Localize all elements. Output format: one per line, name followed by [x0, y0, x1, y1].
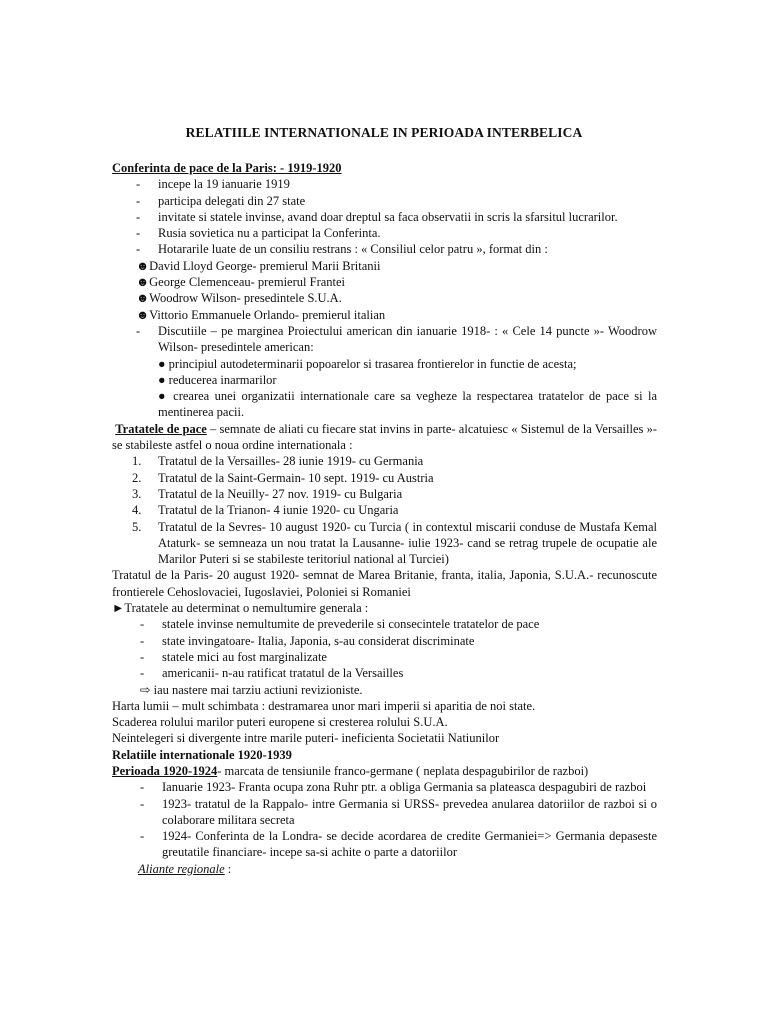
treaty-item: 5. Tratatul de la Sevres- 10 august 1920- cu Turcia ( in contextul miscarii conduse de Mustafa Kemal Ataturk- se semneaza un nou tratat la Lausanne- iulie 1923- cand se retrag trupele de ocupatie ale Marilor Puteri si se stabileste teritoriul national al Turciei) — [132, 519, 657, 567]
member-item: ☻Vittorio Emmanuele Orlando- premierul italian — [136, 307, 386, 322]
treaties-paragraph — [112, 421, 657, 454]
note-line: Neintelegeri si divergente intre marile puteri- ineficienta Societatii Natiunilor — [112, 731, 500, 746]
treaties-intro: – semnate de aliati cu fiecare stat invins in parte- alcatuiesc « Sistemul de la Versailles »- se stabileste astfel o noua ordine internationala : — [112, 421, 658, 453]
list-item: - incepe la 19 ianuarie 1919 — [136, 177, 290, 192]
treaty-item: 4. Tratatul de la Trianon- 4 iunie 1920- cu Ungaria — [132, 503, 399, 518]
alliances-label: Aliante regionale — [138, 861, 225, 876]
list-item: - americanii- n-au ratificat tratatul de la Versailles — [140, 666, 404, 681]
list-item: - state invingatoare- Italia, Japonia, s-au considerat discriminate — [140, 633, 475, 648]
period-line — [112, 763, 657, 779]
note-line: Harta lumii – mult schimbata : destramarea unor mari imperii si aparitia de noi state. — [112, 698, 536, 713]
list-item: - Rusia sovietica nu a participat la Conferinta. — [136, 226, 381, 241]
treaty-item: 2. Tratatul de la Saint-Germain- 10 sept. 1919- cu Austria — [132, 470, 434, 485]
treaty-item: 1. Tratatul de la Versailles- 28 iunie 1919- cu Germania — [132, 454, 424, 469]
list-item: - Ianuarie 1923- Franta ocupa zona Ruhr ptr. a obliga Germania sa plateasca despagubiri de razboi — [140, 780, 647, 795]
member-item: ☻George Clemenceau- premierul Frantei — [136, 275, 346, 290]
member-item: ☻David Lloyd George- premierul Marii Britanii — [136, 258, 381, 273]
paris-treaty-paragraph: Tratatul de la Paris- 20 august 1920- semnat de Marea Britanie, franta, italia, Japonia, S.U.A.- recunoscute frontierele Cehoslovaciei, Iugoslaviei, Poloniei si Romaniei — [112, 568, 657, 599]
point-item: ● reducerea inarmarilor — [158, 372, 277, 387]
list-item: - statele mici au fost marginalizate — [140, 649, 327, 664]
page-title: RELATIILE INTERNATIONALE IN PERIOADA INTERBELICA — [185, 125, 583, 140]
period-text: - marcata de tensiunile franco-germane ( neplata despagubirilor de razboi) — [217, 763, 589, 778]
member-item: ☻Woodrow Wilson- presedintele S.U.A. — [136, 291, 342, 306]
point-item: ● crearea unei organizatii internationale care sa vegheze la respectarea tratatelor de pace si la mentinerea pacii. — [158, 389, 657, 420]
list-item: - statele invinse nemultumite de prevederile si consecintele tratatelor de pace — [140, 617, 540, 632]
alliances-suffix: : — [224, 861, 232, 876]
section-heading-relations: Relatiile internationale 1920-1939 — [112, 747, 292, 762]
treaties-heading: Tratatele de pace — [115, 421, 207, 436]
revisionism-line: ⇨ iau nastere mai tarziu actiuni revizioniste. — [140, 682, 363, 697]
treaty-item: 3. Tratatul de la Neuilly- 27 nov. 1919- cu Bulgaria — [132, 486, 403, 501]
list-item: - participa delegati din 27 state — [136, 193, 306, 208]
discontent-heading: ►Tratatele au determinat o nemultumire generala : — [112, 601, 369, 616]
list-item: - Discutiile – pe marginea Proiectului american din ianuarie 1918- : « Cele 14 puncte »- Woodrow Wilson- presedintele american: — [136, 323, 657, 355]
list-item: - Hotararile luate de un consiliu restrans : « Consiliul celor patru », format din : — [136, 242, 548, 257]
list-item: - invitate si statele invinse, avand doar dreptul sa faca observatii in scris la sfarsitul lucrarilor. — [136, 209, 618, 224]
list-item: - 1923- tratatul de la Rappalo- intre Germania si URSS- prevedea anularea datoriilor de razboi si o colaborare militara secreta — [140, 796, 657, 827]
list-item: - 1924- Conferinta de la Londra- se decide acordarea de credite Germaniei=> Germania depaseste greutatile financiare- incepe sa-si achite o parte a datoriilor — [140, 829, 657, 860]
note-line: Scaderea rolului marilor puteri europene si cresterea rolului S.U.A. — [112, 715, 448, 730]
alliances-line — [112, 861, 657, 877]
point-item: ● principiul autodeterminarii popoarelor si trasarea frontierelor in functie de acesta; — [158, 356, 577, 371]
period-label: Perioada 1920-1924 — [112, 763, 218, 778]
document-body — [112, 160, 657, 877]
section-heading-paris-conference: Conferinta de pace de la Paris: - 1919-1920 — [112, 161, 342, 175]
